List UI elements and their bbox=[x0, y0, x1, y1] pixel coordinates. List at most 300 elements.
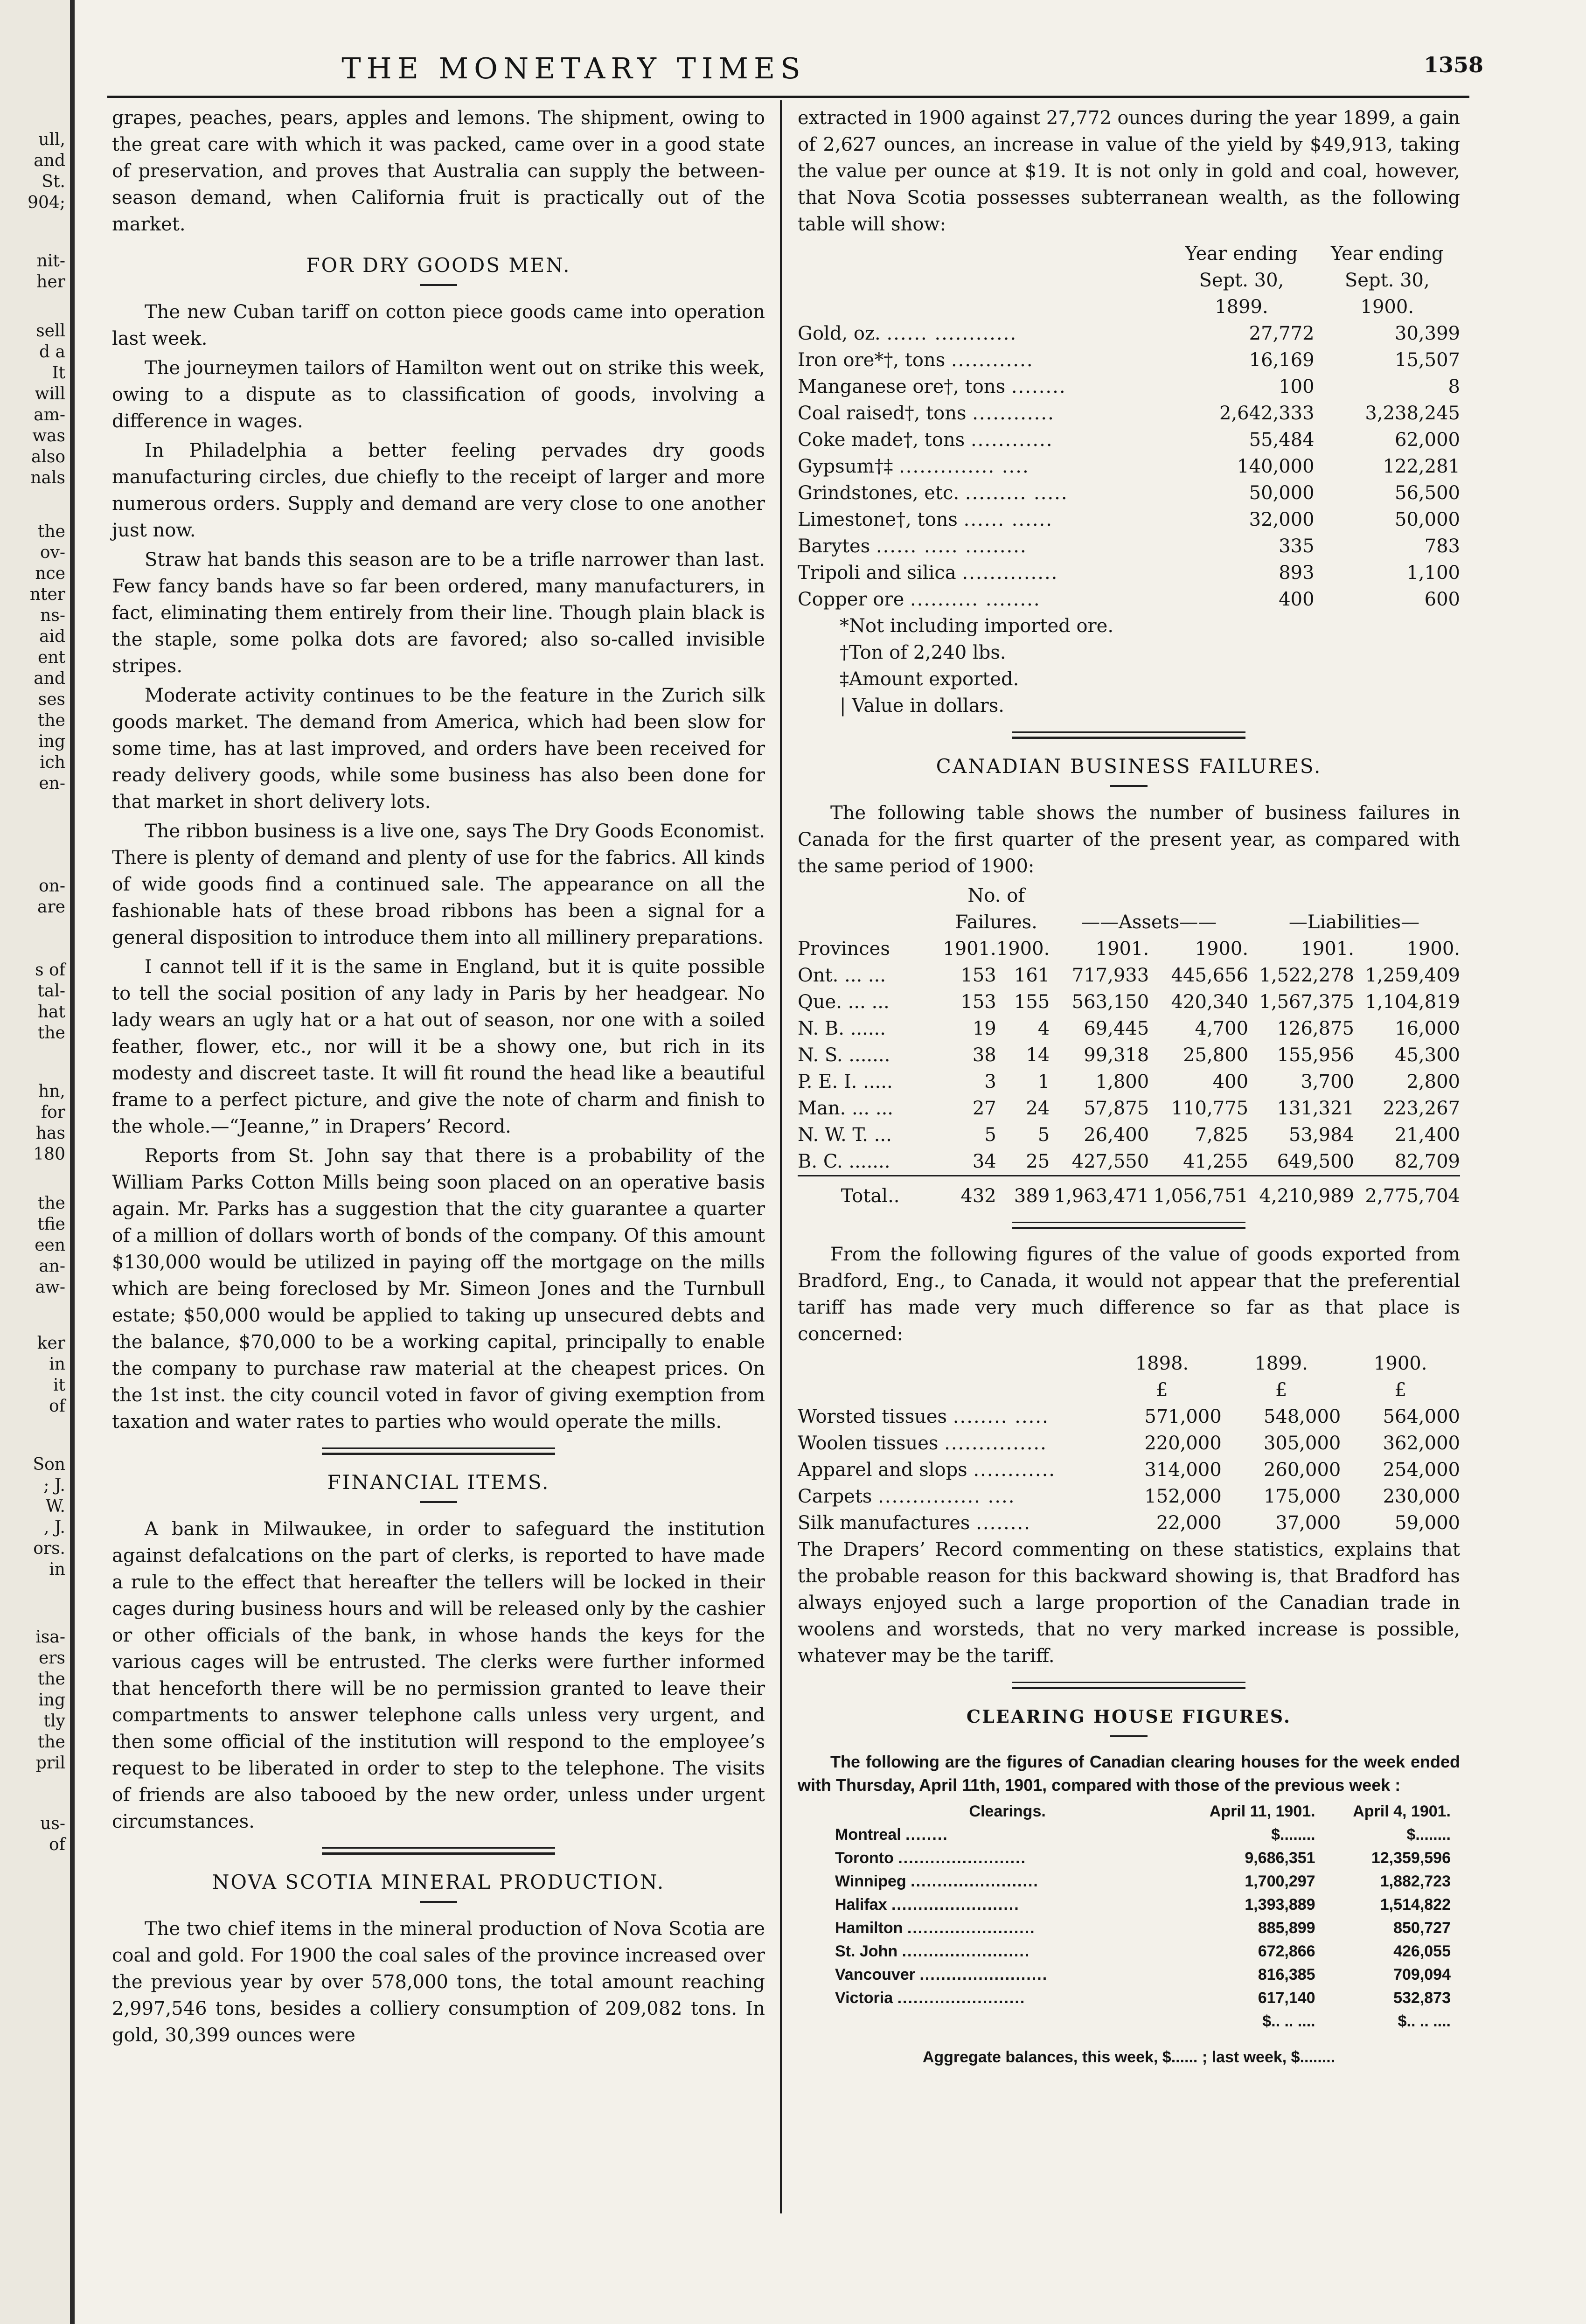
city-name: Montreal bbox=[835, 1826, 901, 1844]
value-1899: 16,169 bbox=[1249, 349, 1315, 371]
gutter-text-fragment: the bbox=[38, 1670, 65, 1689]
gutter-text-fragment: aw- bbox=[35, 1278, 65, 1297]
failures-total-row bbox=[798, 1176, 1460, 1210]
value-cell: 69,445 bbox=[1084, 1018, 1149, 1039]
blank-cell bbox=[798, 883, 943, 909]
total-value: 1,963,471 bbox=[1050, 1176, 1149, 1210]
city-name: Winnipeg bbox=[835, 1872, 906, 1890]
failures-header-row bbox=[798, 909, 1460, 936]
column-label: 1901. bbox=[1095, 938, 1149, 960]
dot-leader: ........................ bbox=[902, 1942, 1030, 1960]
gutter-text-fragment: 904; bbox=[28, 193, 65, 212]
table-footnote: ‡Amount exported. bbox=[840, 668, 1019, 690]
value-1900: 600 bbox=[1424, 589, 1460, 610]
failures-row bbox=[798, 1148, 1460, 1176]
value-cell: 649,500 bbox=[1277, 1151, 1354, 1172]
value-1899: 50,000 bbox=[1249, 482, 1315, 504]
mineral-label-cell bbox=[798, 533, 1169, 560]
mineral-row bbox=[798, 560, 1460, 586]
mineral-label-cell bbox=[798, 427, 1169, 453]
mineral-label: Manganese ore†, tons bbox=[798, 376, 1006, 397]
gutter-text-fragment: St. bbox=[42, 172, 65, 191]
value-1900: 30,399 bbox=[1395, 323, 1460, 344]
city-name: Hamilton bbox=[835, 1919, 903, 1937]
dot-leader: .............. bbox=[962, 562, 1058, 584]
col-header-1899: 1899. bbox=[1215, 296, 1268, 318]
bradford-row bbox=[798, 1510, 1460, 1537]
mineral-label: Gypsum†‡ bbox=[798, 456, 893, 477]
page-header bbox=[107, 51, 1507, 93]
value-1899: 27,772 bbox=[1249, 323, 1315, 344]
bradford-label: Silk manufactures bbox=[798, 1512, 970, 1534]
mineral-label: Tripoli and silica bbox=[798, 562, 956, 584]
value-1900: 1,100 bbox=[1406, 562, 1460, 584]
aggregate-balances: Aggregate balances, this week, $...... ; last week, $........ bbox=[922, 2048, 1336, 2066]
gutter-text-fragment: 180 bbox=[33, 1145, 65, 1164]
section-separator bbox=[1012, 1682, 1245, 1689]
dry-goods-paragraph: The journeymen tailors of Hamilton went out on strike this week, owing to a dispute as to classification of goods, involving a difference in wages. bbox=[112, 357, 765, 432]
clearing-value-b: $........ bbox=[1406, 1826, 1451, 1844]
gutter-text-fragment: It bbox=[52, 363, 65, 383]
mineral-row bbox=[798, 480, 1460, 507]
value-cell: 38 bbox=[972, 1044, 996, 1066]
total-value: 389 bbox=[996, 1176, 1050, 1210]
value-cell: 26,400 bbox=[1084, 1124, 1149, 1146]
heading-dash bbox=[420, 284, 457, 286]
gutter-text-fragment: Son bbox=[33, 1455, 65, 1474]
bradford-exports-table bbox=[798, 1350, 1460, 1537]
clearing-value-a: 816,385 bbox=[1258, 1966, 1315, 1983]
mineral-row bbox=[798, 507, 1460, 533]
dot-leader: ............ bbox=[970, 429, 1053, 451]
value-1900: 50,000 bbox=[1395, 509, 1460, 530]
value-cell: 21,400 bbox=[1395, 1124, 1460, 1146]
heading-dash bbox=[420, 1501, 457, 1503]
section-separator bbox=[322, 1447, 555, 1455]
failures-row bbox=[798, 989, 1460, 1016]
gutter-text-fragment: hn, bbox=[38, 1082, 65, 1101]
value-1899: 140,000 bbox=[1237, 456, 1315, 477]
value-cell: 3 bbox=[984, 1071, 996, 1092]
clearing-value-b: 426,055 bbox=[1393, 1942, 1451, 1960]
clearing-value-b: 1,882,723 bbox=[1380, 1872, 1451, 1890]
total-value: 432 bbox=[943, 1176, 996, 1210]
value-cell: 1,800 bbox=[1095, 1071, 1149, 1092]
gutter-text-fragment: will bbox=[35, 384, 65, 404]
clearing-intro: The following are the figures of Canadian clearing houses for the week ended with Thursday, April 11th, 1901, compared with those of the previous week : bbox=[798, 1752, 1460, 1795]
clearing-total-row bbox=[835, 2010, 1451, 2033]
province-cell: Ont. ... ... bbox=[798, 965, 886, 986]
total-value: 1,056,751 bbox=[1149, 1176, 1248, 1210]
value-cell: 14 bbox=[1026, 1044, 1050, 1066]
clearing-value-a: 617,140 bbox=[1258, 1989, 1315, 2007]
value-1900: 62,000 bbox=[1395, 429, 1460, 451]
export-value: 548,000 bbox=[1263, 1406, 1341, 1427]
province-cell: N. W. T. ... bbox=[798, 1124, 892, 1146]
nova-scotia-paragraph: The two chief items in the mineral production of Nova Scotia are coal and gold. For 1900 the coal sales of the province increased over the previous year by over 578,000 tons, the total amount reaching 2,997,546 tons, besides a colliery consumption of 209,082 tons. In gold, 30,399 ounces were bbox=[112, 1918, 765, 2046]
value-cell: 4 bbox=[1037, 1018, 1050, 1039]
city-cell bbox=[835, 1916, 1180, 1940]
gutter-text-fragment: for bbox=[41, 1103, 65, 1122]
bradford-label: Worsted tissues bbox=[798, 1406, 947, 1427]
gutter-text-fragment: and bbox=[34, 669, 65, 688]
value-cell: 153 bbox=[960, 991, 996, 1013]
bradford-intro: From the following figures of the value of goods exported from Bradford, Eng., to Canada, it would not appear that the preferential tariff has made very much difference so far as that place is concerned: bbox=[798, 1244, 1460, 1345]
export-value: 254,000 bbox=[1383, 1459, 1460, 1481]
gutter-text-fragment: ers bbox=[39, 1649, 65, 1668]
export-value: 305,000 bbox=[1263, 1433, 1341, 1454]
blank-cell bbox=[798, 294, 1169, 320]
bradford-label-cell bbox=[798, 1430, 1102, 1457]
clearing-value-b: 532,873 bbox=[1393, 1989, 1451, 2007]
export-value: 59,000 bbox=[1395, 1512, 1460, 1534]
heading-dash bbox=[1110, 1735, 1148, 1737]
value-cell: 5 bbox=[984, 1124, 996, 1146]
value-cell: 1,104,819 bbox=[1365, 991, 1460, 1013]
gutter-text-fragment: hat bbox=[37, 1002, 65, 1022]
gutter-text-fragment: , J. bbox=[44, 1518, 65, 1537]
gutter-text-fragment: ing bbox=[38, 1691, 65, 1710]
currency-symbol: £ bbox=[1156, 1379, 1168, 1401]
bradford-label-cell bbox=[798, 1404, 1102, 1430]
value-cell: 41,255 bbox=[1183, 1151, 1249, 1172]
gutter-text-fragment: the bbox=[38, 711, 65, 730]
province-cell: B. C. ....... bbox=[798, 1151, 890, 1172]
value-cell: 53,984 bbox=[1289, 1124, 1354, 1146]
clearings-label: Clearings. bbox=[969, 1802, 1046, 1820]
dot-leader: .............. .... bbox=[899, 456, 1030, 477]
dry-goods-section bbox=[112, 299, 765, 1435]
value-1899: 400 bbox=[1279, 589, 1315, 610]
dry-goods-heading: FOR DRY GOODS MEN. bbox=[306, 254, 571, 277]
mineral-row bbox=[798, 533, 1460, 560]
dry-goods-paragraph: The new Cuban tariff on cotton piece goods came into operation last week. bbox=[112, 301, 765, 349]
blank-cell bbox=[798, 1350, 1102, 1377]
dot-leader: ........................ bbox=[907, 1919, 1036, 1937]
value-cell: 223,267 bbox=[1383, 1098, 1460, 1119]
gutter-text-fragment: nter bbox=[29, 585, 65, 604]
table-footnote: | Value in dollars. bbox=[840, 695, 1004, 717]
column-label: 1900. bbox=[1195, 938, 1249, 960]
gutter-text-fragment: it bbox=[53, 1376, 65, 1395]
dot-leader: ........................ bbox=[898, 1849, 1027, 1867]
value-cell: 427,550 bbox=[1071, 1151, 1149, 1172]
column-label: 1901. bbox=[943, 938, 996, 960]
value-1900: 15,507 bbox=[1395, 349, 1460, 371]
gutter-text-fragment: ns- bbox=[40, 606, 65, 625]
mineral-production-table bbox=[798, 241, 1460, 613]
gutter-text-fragment: en- bbox=[39, 774, 65, 793]
bradford-row bbox=[798, 1404, 1460, 1430]
city-cell bbox=[835, 1940, 1180, 1963]
dot-leader: ...... ...... bbox=[963, 509, 1053, 530]
bradford-comment: The Drapers’ Record commenting on these statistics, explains that the probable reason for this backward showing is, that Bradford has always enjoyed such a large proportion of the Canadian trade in woolens and worsteds, that no very marked increase is possible, whatever may be the tariff. bbox=[798, 1539, 1460, 1667]
value-1899: 893 bbox=[1279, 562, 1315, 584]
total-value: 2,775,704 bbox=[1354, 1176, 1460, 1210]
dot-leader: ............ bbox=[972, 403, 1055, 424]
clearing-value-a: 1,700,297 bbox=[1245, 1872, 1315, 1890]
city-cell bbox=[835, 1963, 1180, 1986]
value-cell: 717,933 bbox=[1071, 965, 1149, 986]
bradford-currency-row bbox=[798, 1377, 1460, 1404]
dot-leader: ......... ..... bbox=[965, 482, 1068, 504]
year-header: 1900. bbox=[1373, 1353, 1427, 1374]
value-1900: 783 bbox=[1424, 536, 1460, 557]
mineral-label-cell bbox=[798, 374, 1169, 400]
value-cell: 1,259,409 bbox=[1365, 965, 1460, 986]
mineral-label-cell bbox=[798, 480, 1169, 507]
gutter-text-fragment: the bbox=[38, 522, 65, 541]
export-value: 152,000 bbox=[1144, 1486, 1222, 1507]
failures-table bbox=[798, 883, 1460, 1210]
mineral-row bbox=[798, 374, 1460, 400]
mineral-label: Barytes bbox=[798, 536, 870, 557]
col-april-11: April 11, 1901. bbox=[1209, 1802, 1315, 1820]
gutter-text-fragment: ich bbox=[40, 753, 65, 772]
gutter-text-fragment: sell bbox=[36, 321, 65, 341]
dot-leader: ........................ bbox=[891, 1896, 1020, 1913]
failures-intro: The following table shows the number of business failures in Canada for the first quarter of the present year, as compared with the same period of 1900: bbox=[798, 802, 1460, 877]
group-no-line2: Failures. bbox=[955, 912, 1037, 933]
dot-leader: ........ bbox=[976, 1512, 1031, 1534]
value-1899: 100 bbox=[1279, 376, 1315, 397]
gutter-text-fragment: ing bbox=[38, 732, 65, 751]
province-cell: Que. ... ... bbox=[798, 991, 890, 1013]
dot-leader: ........................ bbox=[911, 1872, 1039, 1890]
bradford-row bbox=[798, 1483, 1460, 1510]
value-cell: 563,150 bbox=[1071, 991, 1149, 1013]
table-footnote: †Ton of 2,240 lbs. bbox=[840, 642, 1006, 663]
value-cell: 1,522,278 bbox=[1259, 965, 1354, 986]
clearing-row bbox=[835, 1823, 1451, 1846]
dot-leader: ............... bbox=[944, 1433, 1047, 1454]
failures-column-labels bbox=[798, 936, 1460, 962]
value-cell: 153 bbox=[960, 965, 996, 986]
dot-leader: ........................ bbox=[897, 1989, 1026, 2007]
gutter-text-fragment: ull, bbox=[38, 130, 65, 149]
bradford-label-cell bbox=[798, 1457, 1102, 1483]
gutter-text-fragment: s of bbox=[35, 960, 65, 980]
heading-dash bbox=[420, 1901, 457, 1903]
dry-goods-paragraph: Straw hat bands this season are to be a trifle narrower than last. Few fancy bands have so far been ordered, many manufacturers, in fact, eliminating them entirely from their line. Though plain black is the staple, some polka dots are favored; also so-called invisible stripes. bbox=[112, 549, 765, 677]
section-separator bbox=[1012, 1222, 1245, 1229]
failures-row bbox=[798, 962, 1460, 989]
bradford-label: Apparel and slops bbox=[798, 1459, 967, 1481]
city-cell bbox=[835, 1846, 1180, 1870]
gutter-text-fragment: in bbox=[49, 1560, 65, 1579]
dot-leader: ........ ..... bbox=[953, 1406, 1049, 1427]
masthead-title: THE MONETARY TIMES bbox=[341, 51, 806, 85]
mineral-row bbox=[798, 320, 1460, 347]
gutter-text-fragment: an- bbox=[39, 1257, 65, 1276]
clearing-row bbox=[835, 1986, 1451, 2010]
export-value: 571,000 bbox=[1144, 1406, 1222, 1427]
clearing-row bbox=[835, 1893, 1451, 1916]
right-column bbox=[798, 105, 1460, 2071]
export-value: 260,000 bbox=[1263, 1459, 1341, 1481]
col-header-1900: 1900. bbox=[1360, 296, 1414, 318]
gutter-text-fragment: the bbox=[38, 1023, 65, 1043]
left-column bbox=[112, 105, 765, 2052]
gutter-text-fragment: pril bbox=[35, 1753, 65, 1773]
gutter-text-fragment: the bbox=[38, 1194, 65, 1213]
value-cell: 82,709 bbox=[1395, 1151, 1460, 1172]
value-cell: 131,321 bbox=[1277, 1098, 1354, 1119]
city-name: Toronto bbox=[835, 1849, 894, 1867]
value-cell: 25,800 bbox=[1183, 1044, 1249, 1066]
gutter-text-fragment: d a bbox=[39, 342, 65, 362]
gutter-text-fragment: een bbox=[35, 1236, 65, 1255]
clearing-value-a: 885,899 bbox=[1258, 1919, 1315, 1937]
gutter-text-fragment: isa- bbox=[35, 1628, 65, 1647]
nova-scotia-heading: NOVA SCOTIA MINERAL PRODUCTION. bbox=[212, 1871, 665, 1893]
province-cell: N. S. ....... bbox=[798, 1044, 890, 1066]
clearing-row bbox=[835, 1846, 1451, 1870]
clearing-heading: CLEARING HOUSE FIGURES. bbox=[966, 1706, 1292, 1727]
blank-cell bbox=[835, 2010, 1180, 2033]
col-header-1899: Year ending bbox=[1185, 243, 1298, 264]
mineral-label-cell bbox=[798, 507, 1169, 533]
nova-scotia-section bbox=[112, 1916, 765, 2049]
dot-leader: ............ bbox=[951, 349, 1034, 371]
gutter-text-fragment: us- bbox=[40, 1814, 65, 1833]
dot-leader: ............... .... bbox=[878, 1486, 1016, 1507]
mineral-label-cell bbox=[798, 347, 1169, 374]
gutter-text-fragment: and bbox=[34, 151, 65, 170]
group-liabilities: —Liabilities— bbox=[1288, 912, 1420, 933]
dry-goods-paragraph: The ribbon business is a live one, says The Dry Goods Economist. There is plenty of demand and plenty of use for the fabrics. All kinds of wide goods find a continued sale. The appearance on all the fashionable hats of these broad ribbons has been a signal for a general disposition to introduce them into all millinery preparations. bbox=[112, 821, 765, 948]
value-cell: 34 bbox=[972, 1151, 996, 1172]
export-value: 314,000 bbox=[1144, 1459, 1222, 1481]
value-1899: 335 bbox=[1279, 536, 1315, 557]
mineral-row bbox=[798, 586, 1460, 613]
gutter-text-fragment: nit- bbox=[36, 251, 65, 271]
gutter-text-fragment: ses bbox=[38, 690, 65, 709]
gutter-rule bbox=[70, 0, 75, 2324]
blank-cell bbox=[798, 241, 1169, 267]
value-cell: 3,700 bbox=[1301, 1071, 1354, 1092]
value-cell: 25 bbox=[1026, 1151, 1050, 1172]
gutter-text-fragment: am- bbox=[34, 405, 65, 424]
column-divider bbox=[780, 100, 782, 2213]
total-value: 4,210,989 bbox=[1248, 1176, 1354, 1210]
value-cell: 24 bbox=[1026, 1098, 1050, 1119]
col-header-1899: Sept. 30, bbox=[1199, 270, 1284, 291]
mineral-label-cell bbox=[798, 400, 1169, 427]
column-label: 1901. bbox=[1301, 938, 1354, 960]
value-cell: 5 bbox=[1037, 1124, 1050, 1146]
bradford-row bbox=[798, 1457, 1460, 1483]
column-label: Provinces bbox=[798, 938, 890, 960]
value-cell: 2,800 bbox=[1406, 1071, 1460, 1092]
gutter-text-fragment: of bbox=[49, 1397, 65, 1416]
adjacent-page-gutter bbox=[0, 0, 70, 2324]
column-label: 1900. bbox=[996, 938, 1050, 960]
value-cell: 19 bbox=[972, 1018, 996, 1039]
mineral-label: Grindstones, etc. bbox=[798, 482, 960, 504]
value-1900: 56,500 bbox=[1395, 482, 1460, 504]
gutter-text-fragment: tfie bbox=[37, 1215, 65, 1234]
bradford-row bbox=[798, 1430, 1460, 1457]
value-cell: 7,825 bbox=[1195, 1124, 1249, 1146]
dry-goods-paragraph: In Philadelphia a better feeling pervades dry goods manufacturing circles, due chiefly to the receipt of larger and more numerous orders. Supply and demand are very close to one another just now. bbox=[112, 440, 765, 541]
city-cell bbox=[835, 1870, 1180, 1893]
value-cell: 4,700 bbox=[1195, 1018, 1249, 1039]
bradford-label: Carpets bbox=[798, 1486, 872, 1507]
financial-section bbox=[112, 1516, 765, 1835]
mineral-header-row bbox=[798, 294, 1460, 320]
value-1900: 8 bbox=[1448, 376, 1460, 397]
value-cell: 155,956 bbox=[1277, 1044, 1354, 1066]
city-name: Vancouver bbox=[835, 1966, 915, 1983]
value-cell: 57,875 bbox=[1084, 1098, 1149, 1119]
mineral-row bbox=[798, 453, 1460, 480]
clearing-value-b: 709,094 bbox=[1393, 1966, 1451, 1983]
mineral-label-cell bbox=[798, 560, 1169, 586]
mineral-label-cell bbox=[798, 586, 1169, 613]
value-cell: 161 bbox=[1014, 965, 1050, 986]
gutter-text-fragment: ors. bbox=[33, 1539, 65, 1558]
value-cell: 99,318 bbox=[1084, 1044, 1149, 1066]
gutter-text-fragment: ov- bbox=[40, 543, 65, 562]
province-cell: P. E. I. ..... bbox=[798, 1071, 893, 1092]
province-cell: Man. ... ... bbox=[798, 1098, 893, 1119]
value-cell: 45,300 bbox=[1395, 1044, 1460, 1066]
mineral-row bbox=[798, 400, 1460, 427]
bradford-label-cell bbox=[798, 1483, 1102, 1510]
blank-cell bbox=[798, 909, 943, 936]
gutter-text-fragment: has bbox=[35, 1124, 65, 1143]
dot-leader: ........................ bbox=[919, 1966, 1048, 1983]
value-cell: 1 bbox=[1037, 1071, 1050, 1092]
value-cell: 27 bbox=[972, 1098, 996, 1119]
value-cell: 155 bbox=[1014, 991, 1050, 1013]
dry-goods-paragraph: I cannot tell if it is the same in England, but it is quite possible to tell the social position of any lady in Paris by her headgear. No lady wears an ugly hat or a hat out of season, nor one with a soiled feather, flower, etc., nor will it be a showy one, but rich in its modesty and discreet taste. It will fit round the head like a beautiful frame to a perfect picture, and give the note of charm and finish to the whole.—“Jeanne,” in Drapers’ Record. bbox=[112, 956, 765, 1137]
group-no-line1: No. of bbox=[967, 885, 1025, 906]
city-name: Victoria bbox=[835, 1989, 893, 2007]
clearing-header-row bbox=[835, 1800, 1451, 1823]
failures-row bbox=[798, 1095, 1460, 1122]
blank-cell bbox=[798, 267, 1169, 294]
financial-heading: FINANCIAL ITEMS. bbox=[327, 1471, 550, 1494]
clearing-row bbox=[835, 1963, 1451, 1986]
clearing-value-a: 672,866 bbox=[1258, 1942, 1315, 1960]
gutter-text-fragment: was bbox=[32, 426, 65, 445]
mineral-row bbox=[798, 427, 1460, 453]
gutter-text-fragment: aid bbox=[39, 627, 65, 646]
gutter-text-fragment: nce bbox=[35, 564, 65, 583]
gutter-text-fragment: ; J. bbox=[43, 1476, 65, 1495]
gutter-text-fragment: are bbox=[37, 898, 65, 917]
bradford-label: Woolen tissues bbox=[798, 1433, 939, 1454]
dry-goods-paragraph: Moderate activity continues to be the feature in the Zurich silk goods market. The demand from America, which had been slow for some time, has at last improved, and orders have been received for ready delivery goods, while some business has also been done for that market in short delivery lots. bbox=[112, 685, 765, 813]
city-name: St. John bbox=[835, 1942, 898, 1960]
mineral-label: Limestone†, tons bbox=[798, 509, 958, 530]
clearing-value-b: 12,359,596 bbox=[1371, 1849, 1451, 1867]
dot-leader: ............ bbox=[973, 1459, 1056, 1481]
failures-row bbox=[798, 1042, 1460, 1069]
mineral-label: Gold, oz. bbox=[798, 323, 881, 344]
clearing-value-b: 850,727 bbox=[1393, 1919, 1451, 1937]
mineral-row bbox=[798, 347, 1460, 374]
export-value: 564,000 bbox=[1383, 1406, 1460, 1427]
export-value: 22,000 bbox=[1156, 1512, 1222, 1534]
gutter-text-fragment: in bbox=[49, 1355, 65, 1374]
dot-leader: ........ bbox=[1011, 376, 1066, 397]
mineral-label-cell bbox=[798, 453, 1169, 480]
gutter-text-fragment: tly bbox=[43, 1712, 65, 1731]
mineral-label: Copper ore bbox=[798, 589, 904, 610]
